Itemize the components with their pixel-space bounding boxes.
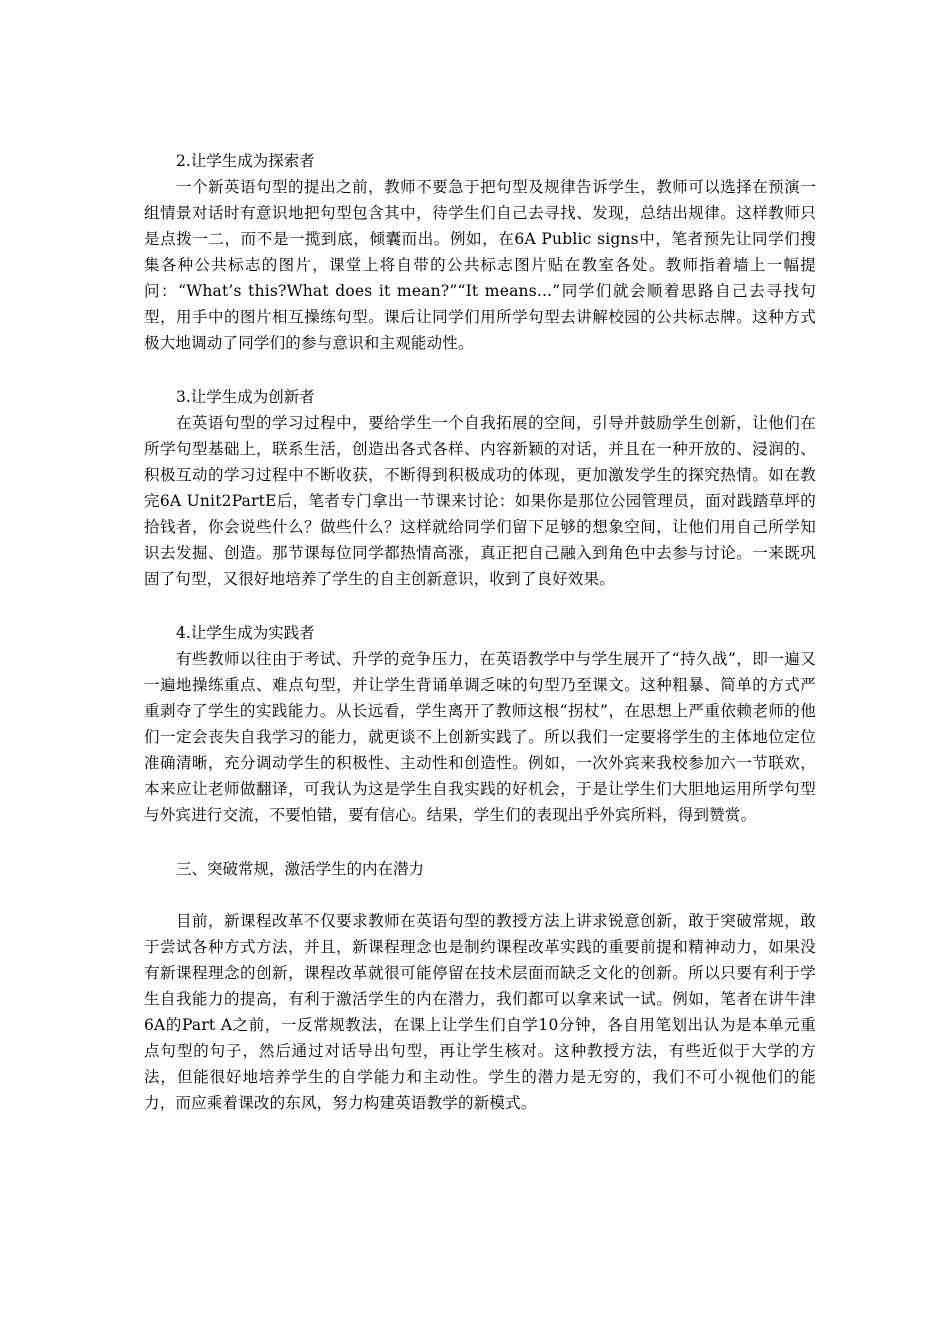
section-paragraph: 目前，新课程改革不仅要求教师在英语句型的教授方法上讲求锐意创新，敢于突破常规，敢于尝试各种方式方法，并且，新课程理念也是制约课程改革实践的重要前提和精神动力，如果没有新课程理念的创新，课程改革就很可能停留在技术层面而缺乏文化的创新。所以只要有利于学生自我能力的提高，有利于激活学生的内在潜力，我们都可以拿来试一试。例如，笔者在讲牛津6A的Part A之前，一反常规教法，在课上让学生们自学10分钟，各自用笔划出认为是本单元重点句型的句子，然后通过对话导出句型，再让学生核对。这种教授方法，有些近似于大学的方法，但能很好地培养学生的自学能力和主动性。学生的潜力是无穷的，我们不可小视他们的能力，而应乘着课改的东风，努力构建英语教学的新模式。 xyxy=(144,912,816,1112)
section-heading: 2.让学生成为探索者 xyxy=(176,152,315,170)
section-heading: 3.让学生成为创新者 xyxy=(176,388,315,406)
document-body xyxy=(144,148,816,1144)
section-innovator xyxy=(144,384,816,592)
section-paragraph: 一个新英语句型的提出之前，教师不要急于把句型及规律告诉学生，教师可以选择在预演一组情景对话时有意识地把句型包含其中，待学生们自己去寻找、发现，总结出规律。这样教师只是点拨一二，而不是一揽到底，倾囊而出。例如，在6A Public signs中，笔者预先让同学们搜集各种公共标志的图片，课堂上将自带的公共标志图片贴在教室各处。教师指着墙上一幅提问：“What’s this?What does it mean?”“It means...”同学们就会顺着思路自己去寻找句型，用手中的图片相互操练句型。课后让同学们用所学句型去讲解校园的公共标志牌。这种方式极大地调动了同学们的参与意识和主观能动性。 xyxy=(144,178,816,352)
section-practitioner xyxy=(144,620,816,828)
section-paragraph: 在英语句型的学习过程中，要给学生一个自我拓展的空间，引导并鼓励学生创新，让他们在所学句型基础上，联系生活，创造出各式各样、内容新颖的对话，并且在一种开放的、浸润的、积极互动的学习过程中不断收获，不断得到积极成功的体现，更加激发学生的探究热情。如在教完6A Unit2PartE后，笔者专门拿出一节课来讨论：如果你是那位公园管理员，面对践踏草坪的拾钱者，你会说些什么？做些什么？这样就给同学们留下足够的想象空间，让他们用自己所学知识去发掘、创造。那节课每位同学都热情高涨，真正把自己融入到角色中去参与讨论。一来既巩固了句型，又很好地培养了学生的自主创新意识，收到了良好效果。 xyxy=(144,414,816,588)
section-break-convention xyxy=(144,856,816,1116)
section-explorer xyxy=(144,148,816,356)
section-paragraph: 有些教师以往由于考试、升学的竞争压力，在英语教学中与学生展开了“持久战”，即一遍又一遍地操练重点、难点句型，并让学生背诵单调乏味的句型乃至课文。这种粗暴、简单的方式严重剥夺了学生的实践能力。从长远看，学生离开了教师这根“拐杖”，在思想上严重依赖老师的他们一定会丧失自我学习的能力，就更谈不上创新实践了。所以我们一定要将学生的主体地位定位准确清晰，充分调动学生的积极性、主动性和创造性。例如，一次外宾来我校参加六一节联欢，本来应让老师做翻译，可我认为这是学生自我实践的好机会，于是让学生们大胆地运用所学句型与外宾进行交流，不要怕错，要有信心。结果，学生们的表现出乎外宾所料，得到赞赏。 xyxy=(144,650,816,824)
spacer xyxy=(144,882,816,908)
section-heading: 三、突破常规，激活学生的内在潜力 xyxy=(176,860,425,878)
section-heading: 4.让学生成为实践者 xyxy=(176,624,315,642)
